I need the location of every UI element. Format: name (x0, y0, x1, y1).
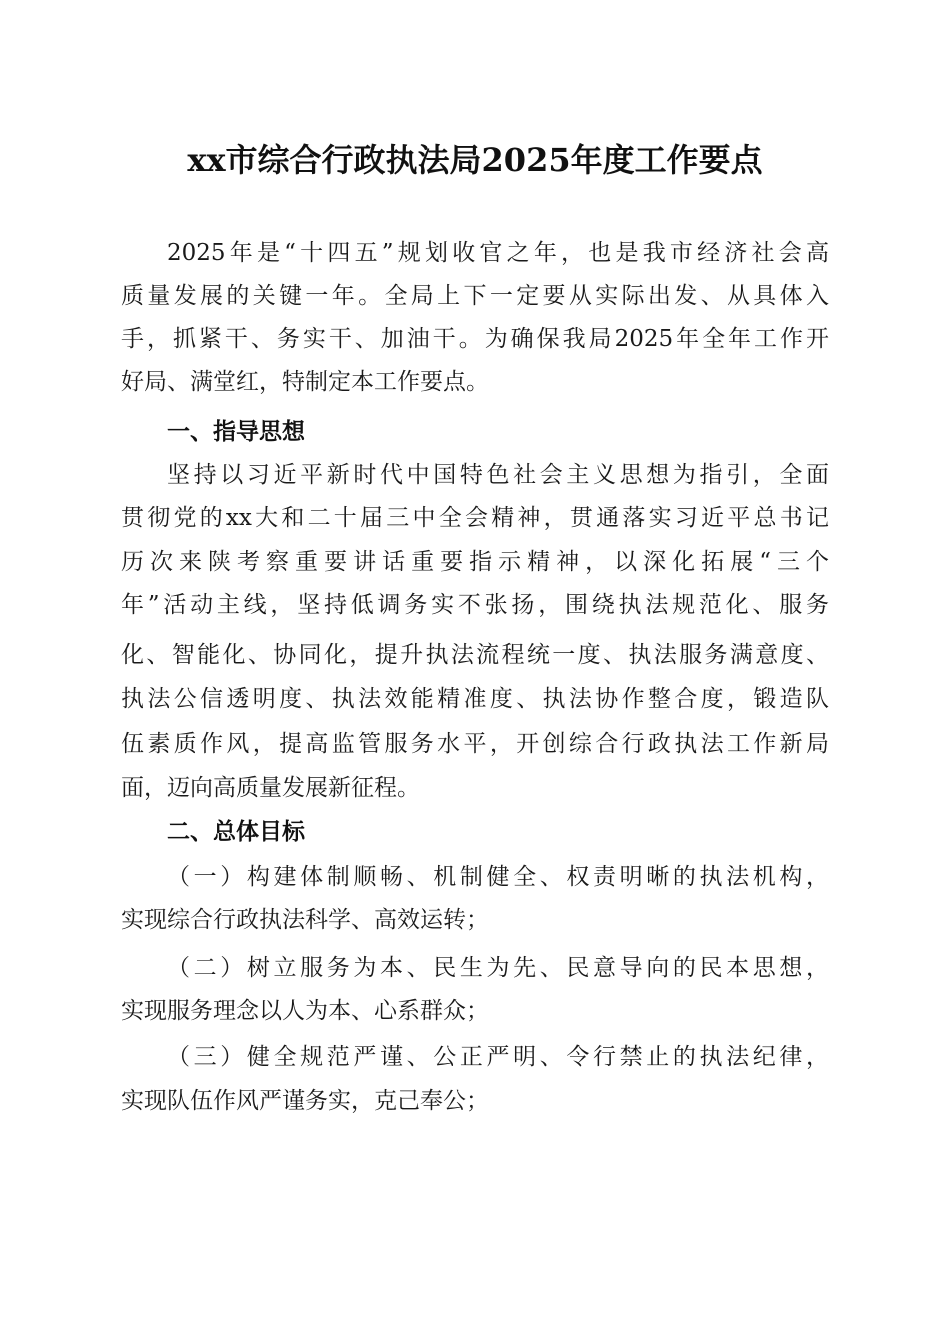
goal-item-line: 实现队伍作风严谨务实，克己奉公； (121, 1088, 489, 1114)
paragraph-line: 面，迈向高质量发展新征程。 (121, 775, 420, 801)
intro-line: 质量发展的关键一年。全局上下一定要从实际出发、从具体入 (121, 283, 829, 309)
paragraph-line: 伍素质作风，提高监管服务水平，开创综合行政执法工作新局 (121, 731, 829, 757)
section-heading-guiding-thought: 一、指导思想 (167, 419, 305, 445)
intro-line: 手，抓紧干、务实干、加油干。为确保我局2025年全年工作开 (121, 326, 829, 352)
paragraph-line: 历次来陕考察重要讲话重要指示精神，以深化拓展“三个 (121, 549, 829, 575)
goal-item-line: （二）树立服务为本、民生为先、民意导向的民本思想， (167, 955, 829, 981)
goal-item-line: 实现服务理念以人为本、心系群众； (121, 998, 489, 1024)
paragraph-line: 年”活动主线，坚持低调务实不张扬，围绕执法规范化、服务 (121, 592, 829, 618)
paragraph-line: 化、智能化、协同化，提升执法流程统一度、执法服务满意度、 (121, 642, 829, 668)
intro-line: 2025年是“十四五”规划收官之年，也是我市经济社会高 (167, 240, 829, 266)
goal-item-line: （三）健全规范严谨、公正严明、令行禁止的执法纪律， (167, 1044, 829, 1070)
section-heading-overall-goals: 二、总体目标 (167, 819, 305, 845)
paragraph-line: 贯彻党的xx大和二十届三中全会精神，贯通落实习近平总书记 (121, 505, 829, 531)
paragraph-line: 执法公信透明度、执法效能精准度、执法协作整合度，锻造队 (121, 686, 829, 712)
intro-line: 好局、满堂红，特制定本工作要点。 (121, 369, 489, 395)
paragraph-line: 坚持以习近平新时代中国特色社会主义思想为指引，全面 (167, 462, 829, 488)
goal-item-line: （一）构建体制顺畅、机制健全、权责明晰的执法机构， (167, 864, 829, 890)
document-title: xx市综合行政执法局2025年度工作要点 (187, 141, 763, 179)
goal-item-line: 实现综合行政执法科学、高效运转； (121, 907, 489, 933)
